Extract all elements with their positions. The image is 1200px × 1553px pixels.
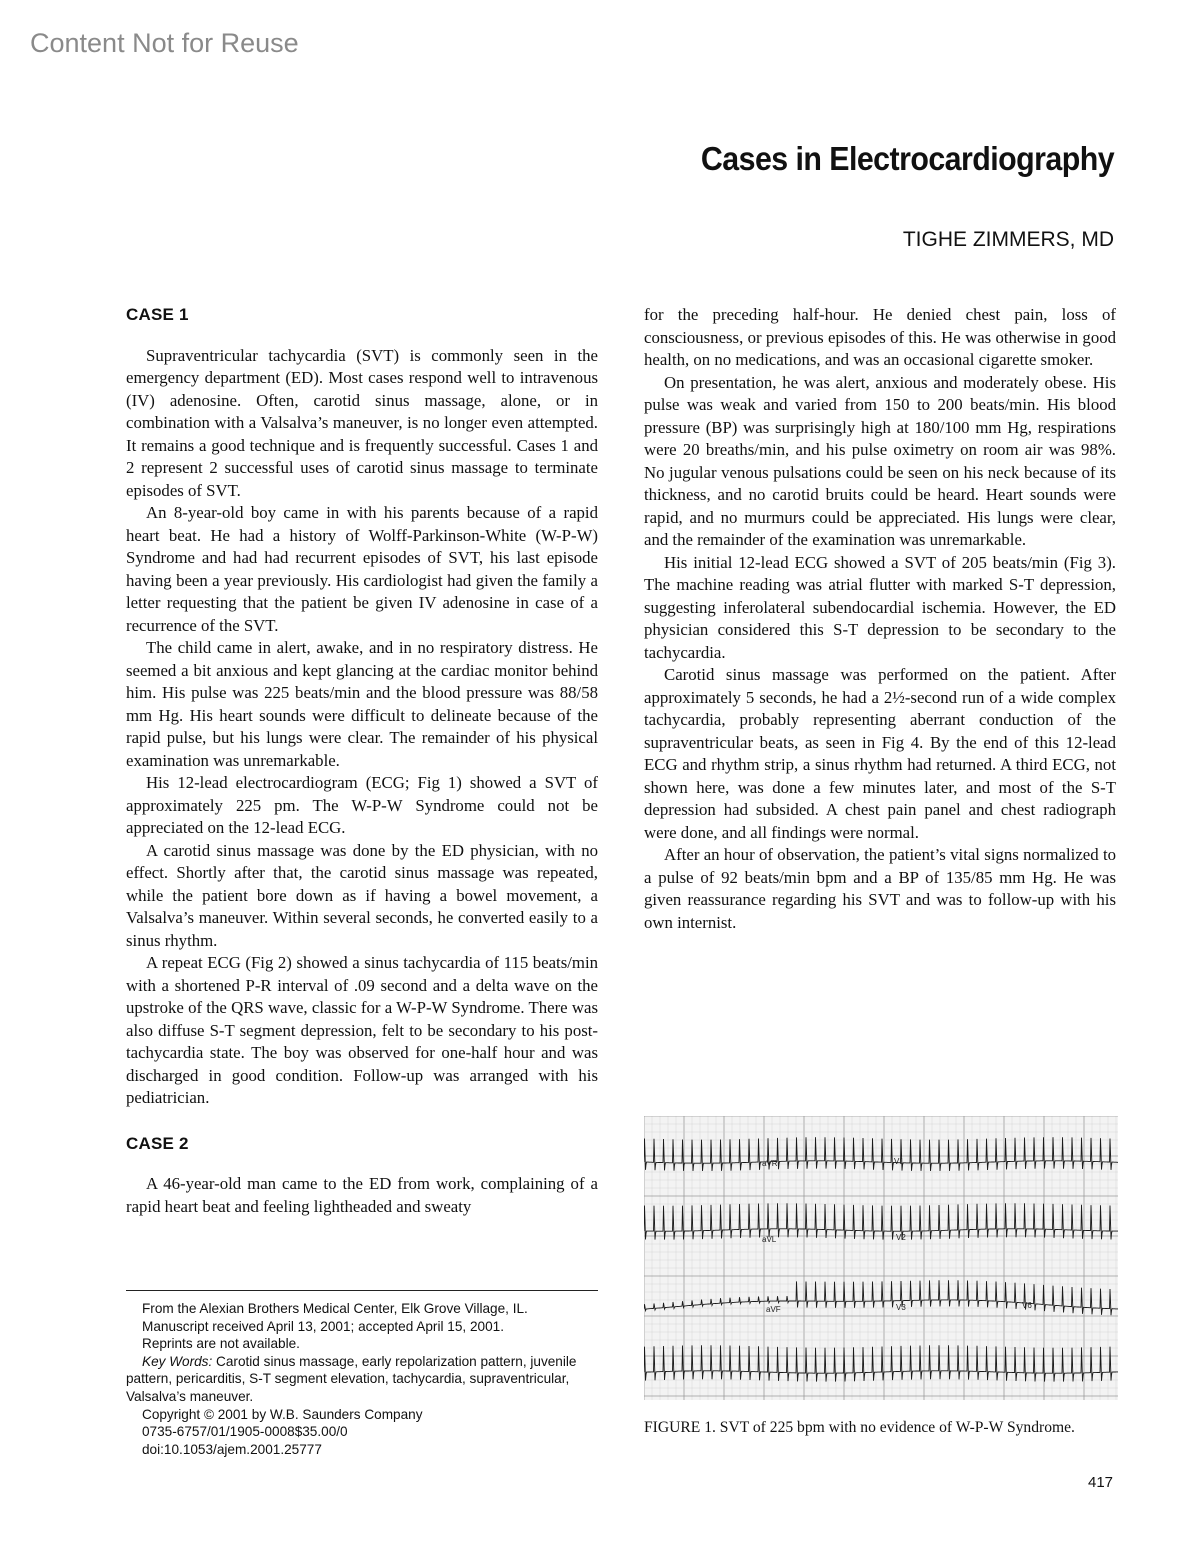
case2-paragraph: On presentation, he was alert, anxious and moderately obese. His pulse was weak and varied from 150 to 200 beats/min. His blood pressure (BP) was surprisingly high at 180/100 mm Hg, respirations were 20 breaths/min, and his pulse oximetry on room air was 98%. No jugular venous pulsations could be seen on his neck because of its thickness, and no carotid bruits could be heard. Heart sounds were rapid, and no murmurs could be appreciated. His lungs were clear, and the remainder of the examination was unremarkable.	[644, 372, 1116, 549]
case1-paragraph: A repeat ECG (Fig 2) showed a sinus tachycardia of 115 beats/min with a shortened P-R interval of .09 second and a delta wave on the upstroke of the QRS wave, classic for a W-P-W Syndrome. There was also diffuse S-T segment depression, felt to be secondary to his post-tachycardia state. The boy was observed for one-half hour and was discharged in good condition. Follow-up was arranged with his pediatrician.	[126, 953, 598, 1107]
doi: doi:10.1053/ajem.2001.25777	[142, 1441, 322, 1457]
affiliation: From the Alexian Brothers Medical Center, Elk Grove Village, IL.	[142, 1301, 528, 1316]
ecg-lead-label: aVF	[766, 1305, 781, 1314]
case1-paragraph: Supraventricular tachycardia (SVT) is commonly seen in the emergency department (ED). Most cases respond well to intravenous (IV) adenosine. Often, carotid sinus massage, alone, or in combination with a Valsalva’s maneuver, is no longer even attempted. It remains a good technique and is frequently successful. Cases 1 and 2 represent 2 successful uses of carotid sinus massage to terminate episodes of SVT.	[126, 345, 598, 500]
ecg-trace-line	[644, 1280, 1118, 1315]
ecg-figure	[644, 1116, 1118, 1400]
manuscript-dates: Manuscript received April 13, 2001; accepted April 15, 2001.	[142, 1318, 504, 1334]
keywords	[126, 1353, 598, 1406]
keywords-label: Key Words:	[142, 1353, 213, 1369]
article-code: 0735-6757/01/1905-0008$35.00/0	[142, 1424, 348, 1440]
case1-paragraph: An 8-year-old boy came in with his parents because of a rapid heart beat. He had a history of Wolff-Parkinson-White (W-P-W) Syndrome and had had recurrent episodes of SVT, his last episode having been a year previously. His cardiologist had given the family a letter requesting that the patient be given IV adenosine in case of a recurrence of the SVT.	[126, 503, 598, 635]
reprints-note: Reprints are not available.	[142, 1336, 300, 1352]
case1-heading: CASE 1	[126, 305, 189, 324]
case2-paragraph-start: A 46-year-old man came to the ED from work, complaining of a rapid heart beat and feeling lightheaded and sweaty	[126, 1174, 598, 1216]
ecg-trace-line	[644, 1203, 1118, 1239]
case2-heading: CASE 2	[126, 1133, 189, 1153]
watermark: Content Not for Reuse	[30, 28, 299, 58]
ecg-lead-label: V3	[896, 1303, 906, 1312]
ecg-trace-line	[644, 1345, 1118, 1381]
case2-paragraph: After an hour of observation, the patient’s vital signs normalized to a pulse of 92 beats/min bpm and a BP of 135/85 mm Hg. He was given reassurance regarding his SVT and was to follow-up with his own internist.	[644, 845, 1116, 932]
ecg-lead-label: aVR	[762, 1159, 778, 1168]
ecg-lead-label: aVL	[762, 1235, 777, 1244]
author-name: TIGHE ZIMMERS, MD	[902, 228, 1114, 251]
ecg-lead-label: V1	[894, 1157, 904, 1166]
case2-paragraph: Carotid sinus massage was performed on the patient. After approximately 5 seconds, he had a 2½-second run of a wide complex tachycardia, probably representing aberrant conduction of the supraventricular beats, as seen in Fig 4. By the end of this 12-lead ECG and rhythm strip, a sinus rhythm had returned. A third ECG, not shown here, was done a few minutes later, and most of the S-T depression had subsided. A chest pain panel and chest radiograph were done, and all findings were normal.	[644, 665, 1116, 842]
figure-caption: FIGURE 1. SVT of 225 bpm with no evidence of W-P-W Syndrome.	[644, 1419, 1075, 1436]
article-footnote	[126, 1290, 598, 1458]
ecg-trace-line	[644, 1137, 1118, 1171]
case1-paragraph: A carotid sinus massage was done by the ED physician, with no effect. Shortly after that, the carotid sinus massage was repeated, while the patient bore down as if having a bowel movement, a Valsalva’s maneuver. Within several seconds, he converted easily to a sinus rhythm.	[126, 840, 598, 950]
left-column	[126, 304, 598, 1218]
case1-paragraph: The child came in alert, awake, and in no respiratory distress. He seemed a bit anxious and kept glancing at the cardiac monitor behind him. His pulse was 225 beats/min and the blood pressure was 88/58 mm Hg. His heart sounds were difficult to delineate because of the rapid pulse, but his lungs were clear. The remainder of his physical examination was unremarkable.	[126, 638, 598, 770]
case1-paragraph: His 12-lead electrocardiogram (ECG; Fig 1) showed a SVT of approximately 225 pm. The W-P-W Syndrome could not be appreciated on the 12-lead ECG.	[126, 773, 598, 837]
copyright: Copyright © 2001 by W.B. Saunders Company	[142, 1406, 423, 1422]
ecg-tracing	[644, 1116, 1118, 1400]
case2-paragraph-continued: for the preceding half-hour. He denied chest pain, loss of consciousness, or previous episodes of this. He was otherwise in good health, on no medications, and was an occasional cigarette smoker.	[644, 305, 1116, 369]
page-number: 417	[1088, 1474, 1114, 1491]
article-title: Cases in Electrocardiography	[700, 140, 1114, 177]
keywords-text: Carotid sinus massage, early repolarization pattern, juvenile pattern, pericarditis, S-T segment elevation, tachycardia, supraventricular, Valsalva’s maneuver.	[126, 1353, 577, 1404]
case2-paragraph: His initial 12-lead ECG showed a SVT of 205 beats/min (Fig 3). The machine reading was atrial flutter with marked S-T depression, suggesting inferolateral subendocardial ischemia. However, the ED physician considered this S-T depression to be secondary to the tachycardia.	[644, 552, 1116, 662]
ecg-lead-label: V2	[896, 1233, 906, 1242]
right-column	[644, 304, 1116, 934]
ecg-lead-label: V6	[1022, 1301, 1032, 1310]
